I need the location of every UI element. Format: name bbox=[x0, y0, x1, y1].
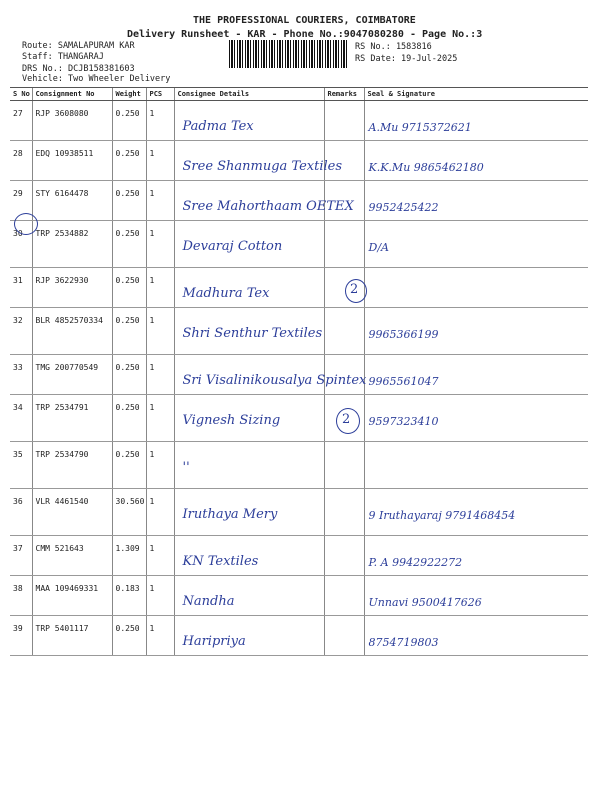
row-remarks bbox=[324, 101, 364, 141]
row-weight: 0.250 bbox=[112, 141, 146, 181]
row-sno: 30 bbox=[10, 221, 32, 268]
table-row bbox=[10, 489, 588, 536]
row-consignment: VLR 4461540 bbox=[32, 489, 112, 536]
col-weight: Weight bbox=[112, 88, 146, 101]
row-pcs: 1 bbox=[146, 308, 174, 355]
row-consignee-handwritten: Padma Tex bbox=[182, 119, 254, 134]
row-signature-cell bbox=[364, 355, 588, 395]
row-consignee-cell bbox=[174, 616, 324, 656]
table-row bbox=[10, 355, 588, 395]
row-30-circle bbox=[14, 213, 38, 235]
row-consignee-cell bbox=[174, 268, 324, 308]
row-consignment: TRP 2534882 bbox=[32, 221, 112, 268]
table-row bbox=[10, 576, 588, 616]
vehicle-label: Vehicle: Two Wheeler Delivery bbox=[22, 74, 171, 84]
row-consignee-cell bbox=[174, 442, 324, 489]
row-pcs: 1 bbox=[146, 616, 174, 656]
row-consignment: TRP 2534791 bbox=[32, 395, 112, 442]
row-remarks bbox=[324, 536, 364, 576]
row-signature-cell bbox=[364, 221, 588, 268]
row-consignee-handwritten: Haripriya bbox=[182, 634, 246, 649]
row-weight: 0.250 bbox=[112, 355, 146, 395]
row-signature-cell bbox=[364, 268, 588, 308]
row-sno: 31 bbox=[10, 268, 32, 308]
row-signature-cell bbox=[364, 181, 588, 221]
row-signature-cell bbox=[364, 308, 588, 355]
row-consignee-cell bbox=[174, 355, 367, 395]
row-signature-cell bbox=[364, 442, 588, 489]
row-pcs: 1 bbox=[146, 141, 174, 181]
row-remarks bbox=[324, 616, 364, 656]
row-consignee-handwritten: Iruthaya Mery bbox=[182, 507, 278, 522]
row-signature-cell bbox=[364, 141, 588, 181]
row-signature-cell bbox=[364, 576, 588, 616]
row-pcs: 1 bbox=[146, 536, 174, 576]
table-row bbox=[10, 616, 588, 656]
row-signature-handwritten: 9 Iruthayaraj 9791468454 bbox=[368, 509, 516, 522]
staff-label: Staff: THANGARAJ bbox=[22, 52, 104, 62]
row-sno: 38 bbox=[10, 576, 32, 616]
row-pcs: 1 bbox=[146, 355, 174, 395]
row-consignee-cell bbox=[174, 536, 324, 576]
row-consignee-handwritten: Vignesh Sizing bbox=[182, 413, 281, 428]
rs-date: RS Date: 19-Jul-2025 bbox=[355, 54, 458, 64]
col-remarks: Remarks bbox=[324, 88, 364, 101]
row-signature-handwritten: Unnavi 9500417626 bbox=[368, 596, 482, 609]
row-consignment: EDQ 10938511 bbox=[32, 141, 112, 181]
row-consignment: TMG 200770549 bbox=[32, 355, 112, 395]
row-sno: 27 bbox=[10, 101, 32, 141]
row-remarks bbox=[324, 308, 364, 355]
row-sno: 35 bbox=[10, 442, 32, 489]
row-remarks bbox=[324, 576, 364, 616]
row-signature-handwritten: 9597323410 bbox=[368, 415, 439, 428]
table-row bbox=[10, 308, 588, 355]
row-weight: 0.250 bbox=[112, 101, 146, 141]
row-sno: 39 bbox=[10, 616, 32, 656]
row-sno: 34 bbox=[10, 395, 32, 442]
remark-circle-1-ring bbox=[345, 279, 367, 303]
row-sno: 28 bbox=[10, 141, 32, 181]
runsheet-subtitle: Delivery Runsheet - KAR - Phone No.:9047080280 - Page No.:3 bbox=[127, 29, 483, 40]
remark-circle-2-ring bbox=[336, 408, 360, 434]
row-signature-handwritten: 9965561047 bbox=[368, 375, 439, 388]
row-signature-handwritten: P. A 9942922272 bbox=[368, 556, 463, 569]
row-consignee-cell bbox=[174, 576, 324, 616]
row-weight: 0.250 bbox=[112, 308, 146, 355]
row-signature-handwritten: A.Mu 9715372621 bbox=[368, 121, 472, 134]
row-consignee-handwritten: Devaraj Cotton bbox=[182, 239, 283, 254]
col-sno: S No bbox=[10, 88, 32, 101]
row-sno: 29 bbox=[10, 181, 32, 221]
row-signature-cell bbox=[364, 101, 588, 141]
remark-circle-2: 2 bbox=[342, 412, 351, 427]
row-consignment: RJP 3608080 bbox=[32, 101, 112, 141]
row-pcs: 1 bbox=[146, 576, 174, 616]
row-pcs: 1 bbox=[146, 442, 174, 489]
row-consignment: RJP 3622930 bbox=[32, 268, 112, 308]
row-consignment: BLR 4852570334 bbox=[32, 308, 112, 355]
row-pcs: 1 bbox=[146, 489, 174, 536]
row-consignment: CMM 521643 bbox=[32, 536, 112, 576]
row-signature-cell bbox=[364, 536, 588, 576]
row-consignee-handwritten: Sree Shanmuga Textiles bbox=[182, 159, 343, 174]
remark-circle-1: 2 bbox=[350, 282, 359, 297]
row-consignee-cell bbox=[174, 181, 354, 221]
row-consignee-cell bbox=[174, 101, 324, 141]
col-consignee: Consignee Details bbox=[174, 88, 324, 101]
drs-label: DRS No.: DCJB158381603 bbox=[22, 64, 135, 74]
row-weight: 0.250 bbox=[112, 442, 146, 489]
row-consignee-cell bbox=[174, 395, 324, 442]
row-signature-cell bbox=[364, 395, 588, 442]
table-header-row bbox=[10, 88, 588, 101]
table-row bbox=[10, 101, 588, 141]
row-signature-handwritten: K.K.Mu 9865462180 bbox=[368, 161, 484, 174]
row-remarks bbox=[324, 221, 364, 268]
row-weight: 0.183 bbox=[112, 576, 146, 616]
row-sno: 36 bbox=[10, 489, 32, 536]
table-row bbox=[10, 395, 588, 442]
row-weight: 0.250 bbox=[112, 395, 146, 442]
table-row bbox=[10, 442, 588, 489]
row-weight: 1.309 bbox=[112, 536, 146, 576]
row-weight: 30.560 bbox=[112, 489, 146, 536]
row-consignment: STY 6164478 bbox=[32, 181, 112, 221]
row-sno: 32 bbox=[10, 308, 32, 355]
row-signature-handwritten: 9965366199 bbox=[368, 328, 439, 341]
table-row bbox=[10, 268, 588, 308]
row-signature-handwritten: 9952425422 bbox=[368, 201, 439, 214]
row-signature-handwritten: D/A bbox=[368, 241, 389, 254]
row-consignment: TRP 2534790 bbox=[32, 442, 112, 489]
row-weight: 0.250 bbox=[112, 268, 146, 308]
row-sno: 37 bbox=[10, 536, 32, 576]
company-title: THE PROFESSIONAL COURIERS, COIMBATORE bbox=[193, 15, 416, 26]
row-consignee-cell bbox=[174, 308, 324, 355]
route-label: Route: SAMALAPURAM KAR bbox=[22, 41, 135, 51]
row-pcs: 1 bbox=[146, 221, 174, 268]
row-consignee-handwritten: Shri Senthur Textiles bbox=[182, 326, 323, 341]
table-row bbox=[10, 536, 588, 576]
row-signature-cell bbox=[364, 489, 588, 536]
table-row bbox=[10, 221, 588, 268]
row-remarks bbox=[324, 442, 364, 489]
row-weight: 0.250 bbox=[112, 616, 146, 656]
row-pcs: 1 bbox=[146, 268, 174, 308]
barcode bbox=[229, 40, 349, 68]
col-pcs: PCS bbox=[146, 88, 174, 101]
col-consignment: Consignment No bbox=[32, 88, 112, 101]
row-pcs: 1 bbox=[146, 101, 174, 141]
row-sno: 33 bbox=[10, 355, 32, 395]
row-consignee-cell bbox=[174, 489, 324, 536]
row-pcs: 1 bbox=[146, 395, 174, 442]
row-consignee-handwritten: '' bbox=[182, 460, 190, 475]
row-weight: 0.250 bbox=[112, 181, 146, 221]
rs-number: RS No.: 1583816 bbox=[355, 42, 432, 52]
delivery-table bbox=[10, 87, 588, 656]
row-consignee-handwritten: Madhura Tex bbox=[182, 286, 270, 301]
col-signature: Seal & Signature bbox=[364, 88, 588, 101]
row-consignment: TRP 5401117 bbox=[32, 616, 112, 656]
row-consignee-cell bbox=[174, 221, 324, 268]
row-consignee-handwritten: Sri Visalinikousalya Spintex bbox=[182, 373, 367, 388]
row-pcs: 1 bbox=[146, 181, 174, 221]
row-consignee-handwritten: Sree Mahorthaam OETEX bbox=[182, 199, 354, 214]
row-remarks bbox=[324, 489, 364, 536]
row-signature-handwritten: 8754719803 bbox=[368, 636, 439, 649]
row-weight: 0.250 bbox=[112, 221, 146, 268]
row-consignee-cell bbox=[174, 141, 343, 181]
row-consignee-handwritten: Nandha bbox=[182, 594, 235, 609]
row-consignment: MAA 109469331 bbox=[32, 576, 112, 616]
row-signature-cell bbox=[364, 616, 588, 656]
table-row bbox=[10, 141, 588, 181]
row-consignee-handwritten: KN Textiles bbox=[182, 554, 259, 569]
table-row bbox=[10, 181, 588, 221]
